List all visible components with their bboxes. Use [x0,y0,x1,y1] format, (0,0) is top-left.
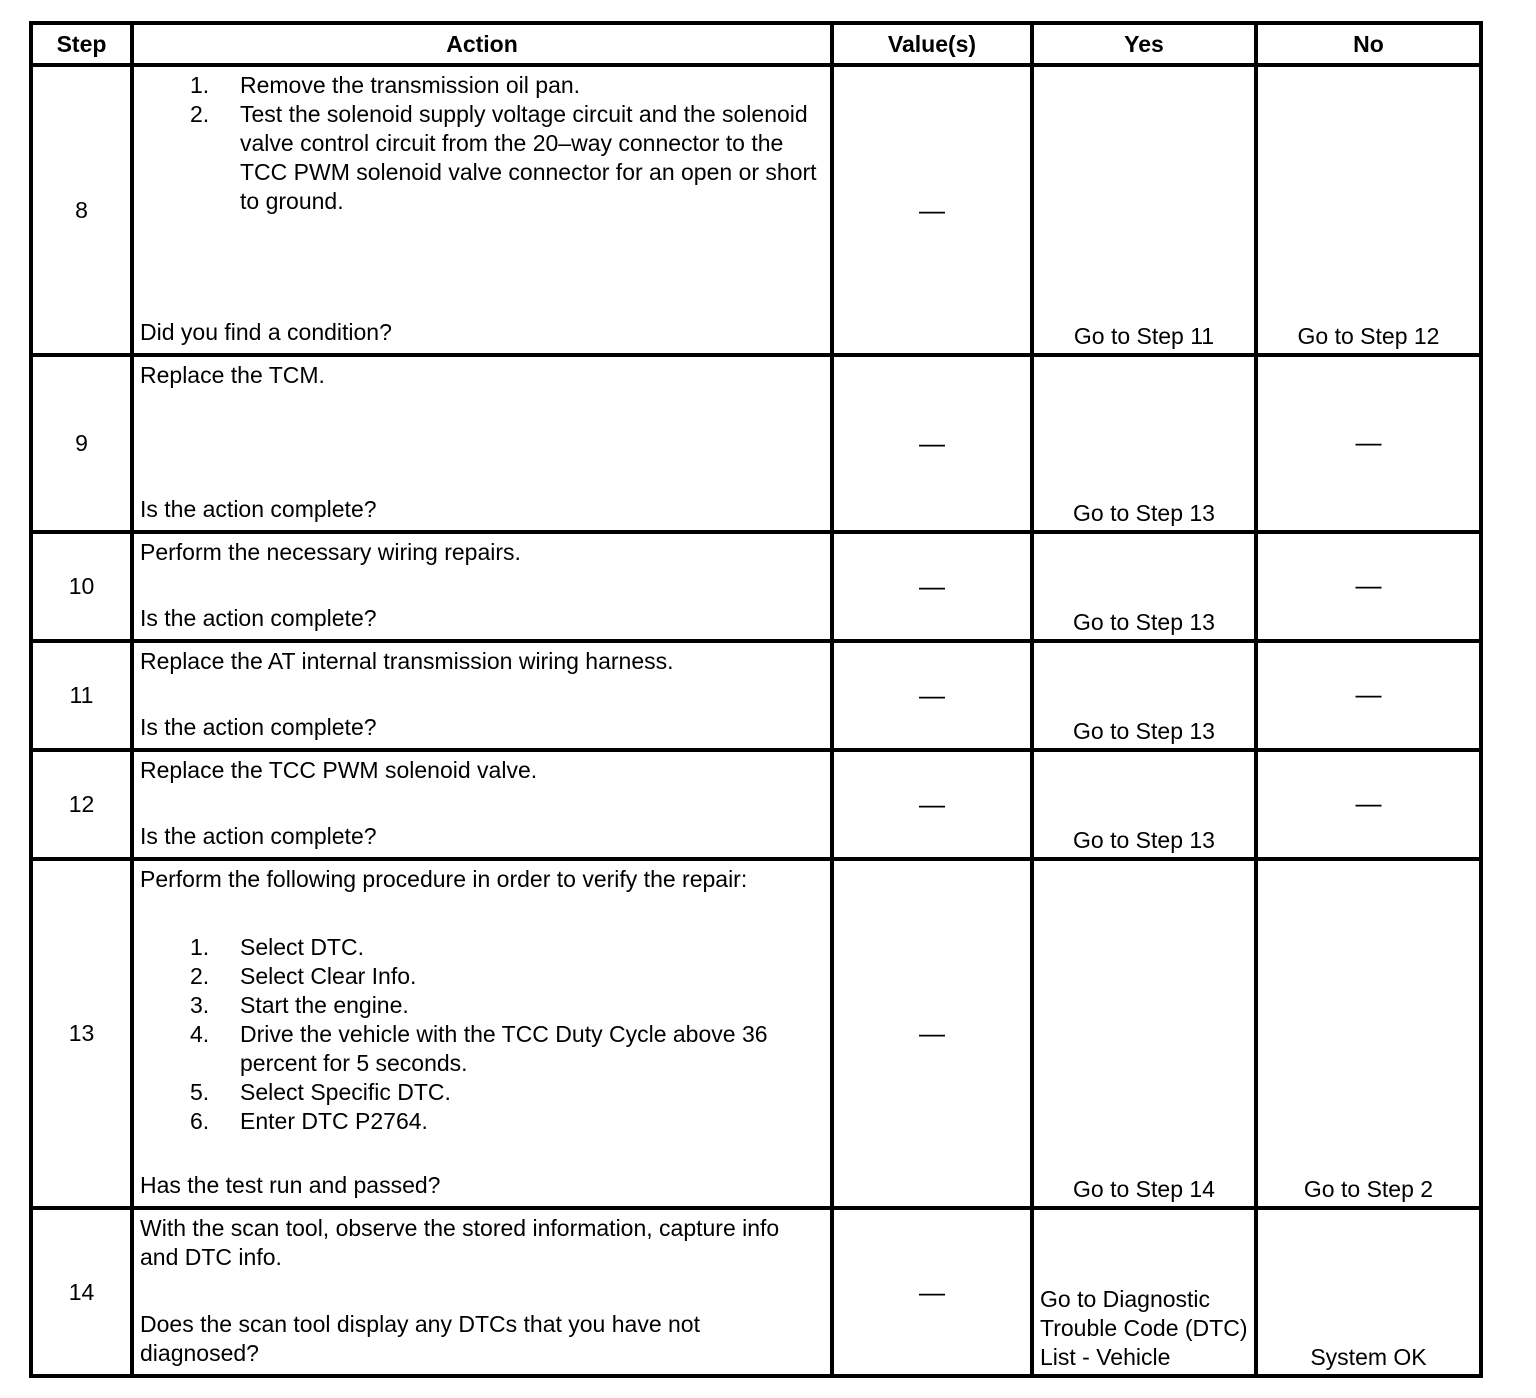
action-text: Replace the AT internal transmission wiring harness. [140,648,674,674]
action-steps [140,71,822,216]
value-cell: — [832,1208,1032,1376]
action-cell [132,641,832,750]
action-question: Is the action complete? [140,496,377,522]
action-cell [132,859,832,1208]
value-cell: — [832,65,1032,355]
list-item: 3. Start the engine. [190,992,409,1018]
action-cell [132,532,832,641]
no-cell: Go to Step 12 [1256,65,1481,355]
action-cell [132,65,832,355]
table-row [31,750,1481,859]
table-row [31,641,1481,750]
list-item: 1. Select DTC. [190,934,364,960]
action-steps [140,933,822,1136]
value-cell: — [832,750,1032,859]
no-cell: — [1256,532,1481,641]
action-question: Is the action complete? [140,823,377,849]
header-no: No [1256,23,1481,65]
diagnostic-table [29,21,1483,1378]
step-number: 9 [31,355,132,532]
yes-cell: Go to Step 13 [1032,750,1256,859]
action-question: Is the action complete? [140,605,377,631]
yes-cell: Go to Step 13 [1032,641,1256,750]
list-item: 2. Select Clear Info. [190,963,417,989]
header-yes: Yes [1032,23,1256,65]
table-row [31,355,1481,532]
yes-cell: Go to Step 13 [1032,532,1256,641]
action-text: Replace the TCC PWM solenoid valve. [140,757,538,783]
step-number: 10 [31,532,132,641]
value-cell: — [832,532,1032,641]
step-number: 12 [31,750,132,859]
list-item: 4. Drive the vehicle with the TCC Duty Cycle above 36 percent for 5 seconds. [190,1021,768,1076]
no-cell: — [1256,750,1481,859]
list-item: 6. Enter DTC P2764. [190,1108,428,1134]
table-row [31,532,1481,641]
table-row [31,1208,1481,1376]
table-row [31,859,1481,1208]
value-cell: — [832,641,1032,750]
action-text: Replace the TCM. [140,362,325,388]
action-question: Is the action complete? [140,714,377,740]
action-text: With the scan tool, observe the stored information, capture info and DTC info. [140,1215,780,1270]
no-cell: — [1256,355,1481,532]
step-number: 8 [31,65,132,355]
table-row [31,65,1481,355]
action-cell [132,355,832,532]
header-action: Action [132,23,832,65]
list-item: 1. Remove the transmission oil pan. [190,72,581,98]
action-cell [132,750,832,859]
step-number: 14 [31,1208,132,1376]
header-row [31,23,1481,65]
action-text: Perform the necessary wiring repairs. [140,539,521,565]
action-question: Does the scan tool display any DTCs that you have not diagnosed? [140,1311,700,1366]
header-step: Step [31,23,132,65]
value-cell: — [832,355,1032,532]
action-cell [132,1208,832,1376]
no-cell: — [1256,641,1481,750]
step-number: 11 [31,641,132,750]
list-item: 5. Select Specific DTC. [190,1079,451,1105]
list-item: 2. Test the solenoid supply voltage circuit and the solenoid valve control circuit from the 20–way connector to the TCC PWM solenoid valve connector for an open or short to ground. [190,101,817,214]
step-number: 13 [31,859,132,1208]
no-cell: System OK [1256,1208,1481,1376]
yes-cell: Go to Step 11 [1032,65,1256,355]
action-question: Did you find a condition? [140,319,392,345]
yes-cell: Go to Diagnostic Trouble Code (DTC) List - Vehicle [1032,1208,1256,1376]
no-cell: Go to Step 2 [1256,859,1481,1208]
action-text: Perform the following procedure in order to verify the repair: [140,866,748,892]
yes-cell: Go to Step 13 [1032,355,1256,532]
value-cell: — [832,859,1032,1208]
action-question: Has the test run and passed? [140,1172,441,1198]
header-values: Value(s) [832,23,1032,65]
yes-cell: Go to Step 14 [1032,859,1256,1208]
